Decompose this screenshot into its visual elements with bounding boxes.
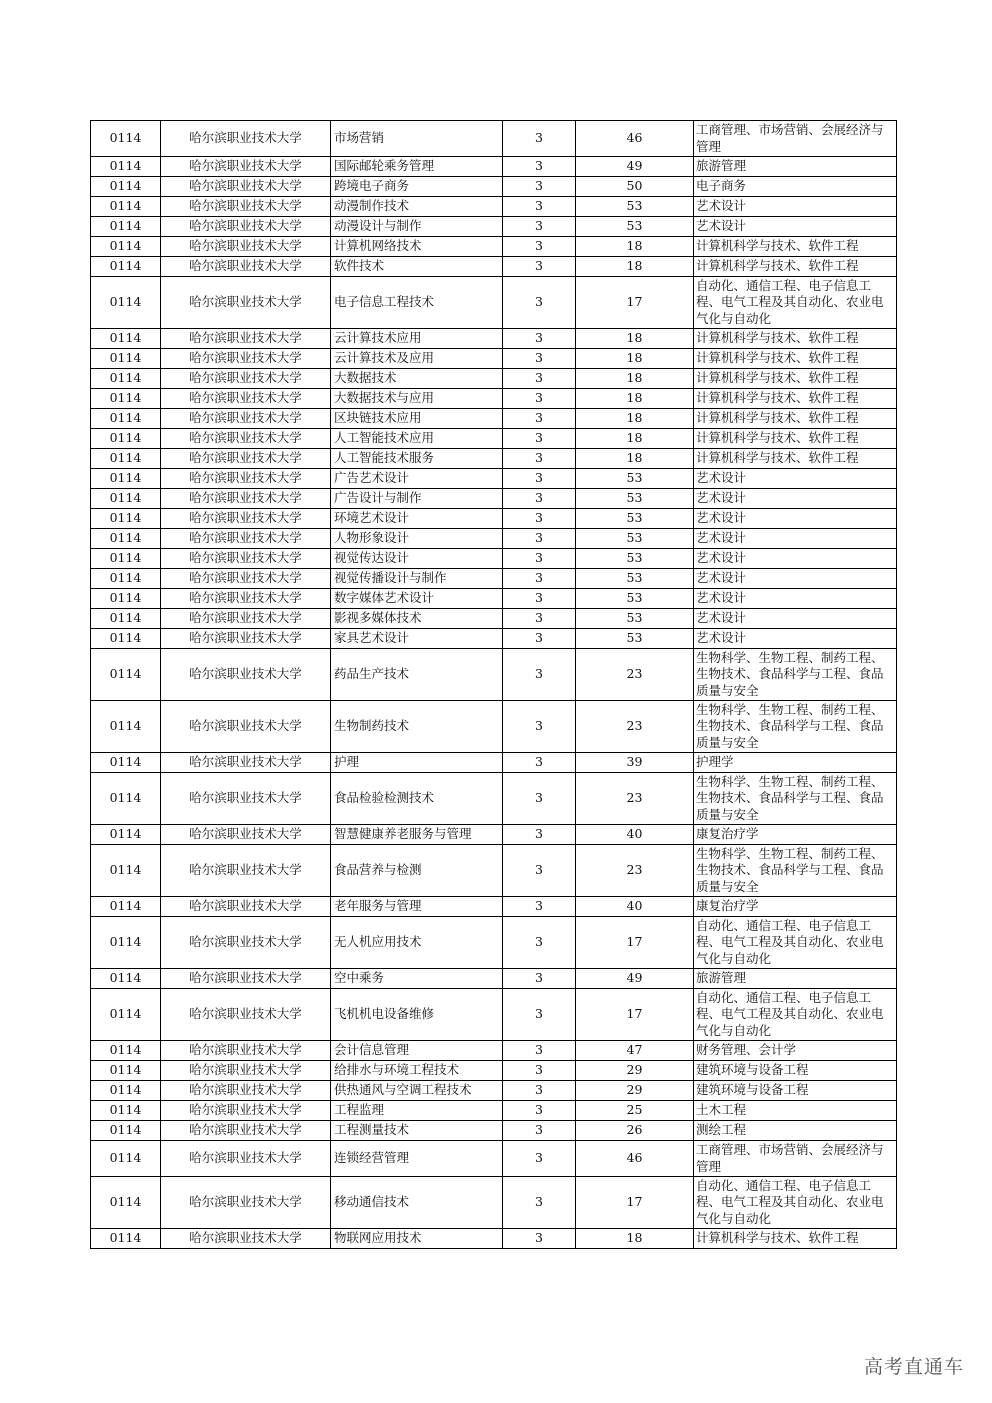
school-name-cell: 哈尔滨职业技术大学 xyxy=(161,369,331,389)
major-name-cell: 护理 xyxy=(331,753,503,773)
major-name-cell: 广告艺术设计 xyxy=(331,469,503,489)
school-code-cell: 0114 xyxy=(91,329,161,349)
years-cell: 3 xyxy=(503,629,576,649)
school-name-cell: 哈尔滨职业技术大学 xyxy=(161,237,331,257)
category-code-cell: 18 xyxy=(576,409,694,429)
school-name-cell: 哈尔滨职业技术大学 xyxy=(161,1061,331,1081)
school-name-cell: 哈尔滨职业技术大学 xyxy=(161,1121,331,1141)
matching-major-cell: 艺术设计 xyxy=(694,589,897,609)
category-code-cell: 17 xyxy=(576,989,694,1041)
years-cell: 3 xyxy=(503,237,576,257)
school-name-cell: 哈尔滨职业技术大学 xyxy=(161,177,331,197)
category-code-cell: 53 xyxy=(576,589,694,609)
watermark-text: 高考直通车 xyxy=(863,1356,964,1378)
major-name-cell: 环境艺术设计 xyxy=(331,509,503,529)
years-cell: 3 xyxy=(503,989,576,1041)
table-row xyxy=(91,917,897,969)
school-name-cell: 哈尔滨职业技术大学 xyxy=(161,917,331,969)
major-name-cell: 视觉传播设计与制作 xyxy=(331,569,503,589)
matching-major-cell: 艺术设计 xyxy=(694,549,897,569)
school-name-cell: 哈尔滨职业技术大学 xyxy=(161,349,331,369)
matching-major-cell: 计算机科学与技术、软件工程 xyxy=(694,369,897,389)
matching-major-cell: 土木工程 xyxy=(694,1101,897,1121)
category-code-cell: 25 xyxy=(576,1101,694,1121)
major-name-cell: 老年服务与管理 xyxy=(331,897,503,917)
major-name-cell: 云计算技术应用 xyxy=(331,329,503,349)
category-code-cell: 53 xyxy=(576,609,694,629)
category-code-cell: 17 xyxy=(576,277,694,329)
years-cell: 3 xyxy=(503,157,576,177)
school-name-cell: 哈尔滨职业技术大学 xyxy=(161,589,331,609)
major-name-cell: 软件技术 xyxy=(331,257,503,277)
table-row xyxy=(91,409,897,429)
years-cell: 3 xyxy=(503,197,576,217)
table-row xyxy=(91,845,897,897)
years-cell: 3 xyxy=(503,825,576,845)
school-name-cell: 哈尔滨职业技术大学 xyxy=(161,1229,331,1249)
matching-major-cell: 计算机科学与技术、软件工程 xyxy=(694,329,897,349)
table-row xyxy=(91,1141,897,1177)
table-row xyxy=(91,257,897,277)
major-name-cell: 动漫制作技术 xyxy=(331,197,503,217)
years-cell: 3 xyxy=(503,753,576,773)
major-name-cell: 数字媒体艺术设计 xyxy=(331,589,503,609)
matching-major-cell: 旅游管理 xyxy=(694,157,897,177)
school-name-cell: 哈尔滨职业技术大学 xyxy=(161,549,331,569)
school-code-cell: 0114 xyxy=(91,1061,161,1081)
table-row xyxy=(91,369,897,389)
school-name-cell: 哈尔滨职业技术大学 xyxy=(161,701,331,753)
category-code-cell: 18 xyxy=(576,389,694,409)
table-row xyxy=(91,989,897,1041)
matching-major-cell: 艺术设计 xyxy=(694,609,897,629)
major-name-cell: 跨境电子商务 xyxy=(331,177,503,197)
school-code-cell: 0114 xyxy=(91,1229,161,1249)
major-name-cell: 食品检验检测技术 xyxy=(331,773,503,825)
major-name-cell: 人物形象设计 xyxy=(331,529,503,549)
years-cell: 3 xyxy=(503,409,576,429)
years-cell: 3 xyxy=(503,1041,576,1061)
years-cell: 3 xyxy=(503,389,576,409)
school-code-cell: 0114 xyxy=(91,257,161,277)
school-code-cell: 0114 xyxy=(91,177,161,197)
school-name-cell: 哈尔滨职业技术大学 xyxy=(161,449,331,469)
table-row xyxy=(91,429,897,449)
table-row xyxy=(91,157,897,177)
matching-major-cell: 生物科学、生物工程、制药工程、生物技术、食品科学与工程、食品质量与安全 xyxy=(694,701,897,753)
matching-major-cell: 计算机科学与技术、软件工程 xyxy=(694,257,897,277)
table-row xyxy=(91,277,897,329)
school-code-cell: 0114 xyxy=(91,701,161,753)
table-row xyxy=(91,329,897,349)
school-name-cell: 哈尔滨职业技术大学 xyxy=(161,1177,331,1229)
matching-major-cell: 计算机科学与技术、软件工程 xyxy=(694,1229,897,1249)
matching-major-cell: 计算机科学与技术、软件工程 xyxy=(694,449,897,469)
major-name-cell: 国际邮轮乘务管理 xyxy=(331,157,503,177)
school-code-cell: 0114 xyxy=(91,825,161,845)
school-code-cell: 0114 xyxy=(91,197,161,217)
school-code-cell: 0114 xyxy=(91,157,161,177)
years-cell: 3 xyxy=(503,845,576,897)
school-name-cell: 哈尔滨职业技术大学 xyxy=(161,469,331,489)
school-name-cell: 哈尔滨职业技术大学 xyxy=(161,157,331,177)
school-code-cell: 0114 xyxy=(91,773,161,825)
category-code-cell: 18 xyxy=(576,429,694,449)
major-name-cell: 电子信息工程技术 xyxy=(331,277,503,329)
matching-major-cell: 建筑环境与设备工程 xyxy=(694,1081,897,1101)
school-code-cell: 0114 xyxy=(91,217,161,237)
matching-major-cell: 计算机科学与技术、软件工程 xyxy=(694,409,897,429)
years-cell: 3 xyxy=(503,701,576,753)
matching-major-cell: 财务管理、会计学 xyxy=(694,1041,897,1061)
years-cell: 3 xyxy=(503,1101,576,1121)
matching-major-cell: 生物科学、生物工程、制药工程、生物技术、食品科学与工程、食品质量与安全 xyxy=(694,773,897,825)
school-code-cell: 0114 xyxy=(91,237,161,257)
matching-major-cell: 护理学 xyxy=(694,753,897,773)
major-name-cell: 市场营销 xyxy=(331,121,503,157)
table-row xyxy=(91,1121,897,1141)
school-code-cell: 0114 xyxy=(91,1041,161,1061)
category-code-cell: 18 xyxy=(576,369,694,389)
years-cell: 3 xyxy=(503,1081,576,1101)
category-code-cell: 17 xyxy=(576,1177,694,1229)
table-row xyxy=(91,825,897,845)
matching-major-cell: 艺术设计 xyxy=(694,509,897,529)
table-row xyxy=(91,121,897,157)
table-row xyxy=(91,549,897,569)
category-code-cell: 49 xyxy=(576,157,694,177)
matching-major-cell: 建筑环境与设备工程 xyxy=(694,1061,897,1081)
school-code-cell: 0114 xyxy=(91,897,161,917)
years-cell: 3 xyxy=(503,1121,576,1141)
major-name-cell: 会计信息管理 xyxy=(331,1041,503,1061)
school-name-cell: 哈尔滨职业技术大学 xyxy=(161,257,331,277)
category-code-cell: 18 xyxy=(576,1229,694,1249)
years-cell: 3 xyxy=(503,257,576,277)
matching-major-cell: 自动化、通信工程、电子信息工程、电气工程及其自动化、农业电气化与自动化 xyxy=(694,989,897,1041)
school-name-cell: 哈尔滨职业技术大学 xyxy=(161,649,331,701)
years-cell: 3 xyxy=(503,489,576,509)
major-name-cell: 飞机机电设备维修 xyxy=(331,989,503,1041)
major-name-cell: 云计算技术及应用 xyxy=(331,349,503,369)
school-code-cell: 0114 xyxy=(91,1121,161,1141)
school-name-cell: 哈尔滨职业技术大学 xyxy=(161,277,331,329)
school-code-cell: 0114 xyxy=(91,569,161,589)
years-cell: 3 xyxy=(503,897,576,917)
category-code-cell: 53 xyxy=(576,529,694,549)
major-name-cell: 动漫设计与制作 xyxy=(331,217,503,237)
major-name-cell: 供热通风与空调工程技术 xyxy=(331,1081,503,1101)
years-cell: 3 xyxy=(503,349,576,369)
matching-major-cell: 艺术设计 xyxy=(694,469,897,489)
years-cell: 3 xyxy=(503,529,576,549)
table-row xyxy=(91,237,897,257)
category-code-cell: 53 xyxy=(576,549,694,569)
table-row xyxy=(91,469,897,489)
school-name-cell: 哈尔滨职业技术大学 xyxy=(161,409,331,429)
major-name-cell: 工程监理 xyxy=(331,1101,503,1121)
major-name-cell: 药品生产技术 xyxy=(331,649,503,701)
school-name-cell: 哈尔滨职业技术大学 xyxy=(161,121,331,157)
matching-major-cell: 测绘工程 xyxy=(694,1121,897,1141)
major-name-cell: 食品营养与检测 xyxy=(331,845,503,897)
major-name-cell: 生物制药技术 xyxy=(331,701,503,753)
years-cell: 3 xyxy=(503,449,576,469)
table-row xyxy=(91,1229,897,1249)
category-code-cell: 53 xyxy=(576,509,694,529)
matching-major-cell: 计算机科学与技术、软件工程 xyxy=(694,237,897,257)
matching-major-cell: 康复治疗学 xyxy=(694,897,897,917)
years-cell: 3 xyxy=(503,1177,576,1229)
years-cell: 3 xyxy=(503,329,576,349)
school-name-cell: 哈尔滨职业技术大学 xyxy=(161,389,331,409)
school-code-cell: 0114 xyxy=(91,369,161,389)
years-cell: 3 xyxy=(503,1229,576,1249)
major-name-cell: 视觉传达设计 xyxy=(331,549,503,569)
table-row xyxy=(91,509,897,529)
school-code-cell: 0114 xyxy=(91,277,161,329)
table-row xyxy=(91,1041,897,1061)
table-row xyxy=(91,1081,897,1101)
category-code-cell: 46 xyxy=(576,1141,694,1177)
school-name-cell: 哈尔滨职业技术大学 xyxy=(161,897,331,917)
matching-major-cell: 电子商务 xyxy=(694,177,897,197)
category-code-cell: 26 xyxy=(576,1121,694,1141)
table-row xyxy=(91,529,897,549)
school-name-cell: 哈尔滨职业技术大学 xyxy=(161,753,331,773)
table-row xyxy=(91,753,897,773)
school-code-cell: 0114 xyxy=(91,429,161,449)
school-name-cell: 哈尔滨职业技术大学 xyxy=(161,773,331,825)
years-cell: 3 xyxy=(503,177,576,197)
school-name-cell: 哈尔滨职业技术大学 xyxy=(161,969,331,989)
major-name-cell: 大数据技术 xyxy=(331,369,503,389)
category-code-cell: 53 xyxy=(576,469,694,489)
category-code-cell: 18 xyxy=(576,349,694,369)
table-row xyxy=(91,569,897,589)
category-code-cell: 53 xyxy=(576,217,694,237)
major-name-cell: 移动通信技术 xyxy=(331,1177,503,1229)
school-name-cell: 哈尔滨职业技术大学 xyxy=(161,609,331,629)
school-code-cell: 0114 xyxy=(91,549,161,569)
table-row xyxy=(91,389,897,409)
years-cell: 3 xyxy=(503,773,576,825)
school-name-cell: 哈尔滨职业技术大学 xyxy=(161,1101,331,1121)
school-code-cell: 0114 xyxy=(91,649,161,701)
years-cell: 3 xyxy=(503,609,576,629)
major-name-cell: 计算机网络技术 xyxy=(331,237,503,257)
school-code-cell: 0114 xyxy=(91,629,161,649)
major-name-cell: 智慧健康养老服务与管理 xyxy=(331,825,503,845)
major-name-cell: 家具艺术设计 xyxy=(331,629,503,649)
table-row xyxy=(91,1101,897,1121)
school-name-cell: 哈尔滨职业技术大学 xyxy=(161,629,331,649)
years-cell: 3 xyxy=(503,469,576,489)
school-name-cell: 哈尔滨职业技术大学 xyxy=(161,1041,331,1061)
school-code-cell: 0114 xyxy=(91,589,161,609)
major-name-cell: 大数据技术与应用 xyxy=(331,389,503,409)
category-code-cell: 17 xyxy=(576,917,694,969)
school-code-cell: 0114 xyxy=(91,1141,161,1177)
category-code-cell: 29 xyxy=(576,1081,694,1101)
years-cell: 3 xyxy=(503,121,576,157)
school-code-cell: 0114 xyxy=(91,917,161,969)
category-code-cell: 40 xyxy=(576,897,694,917)
matching-major-cell: 艺术设计 xyxy=(694,217,897,237)
major-name-cell: 区块链技术应用 xyxy=(331,409,503,429)
category-code-cell: 23 xyxy=(576,701,694,753)
school-name-cell: 哈尔滨职业技术大学 xyxy=(161,989,331,1041)
years-cell: 3 xyxy=(503,1061,576,1081)
school-name-cell: 哈尔滨职业技术大学 xyxy=(161,569,331,589)
school-code-cell: 0114 xyxy=(91,609,161,629)
table-row xyxy=(91,649,897,701)
major-name-cell: 无人机应用技术 xyxy=(331,917,503,969)
table-row xyxy=(91,197,897,217)
school-name-cell: 哈尔滨职业技术大学 xyxy=(161,217,331,237)
matching-major-cell: 生物科学、生物工程、制药工程、生物技术、食品科学与工程、食品质量与安全 xyxy=(694,649,897,701)
matching-major-cell: 艺术设计 xyxy=(694,197,897,217)
category-code-cell: 40 xyxy=(576,825,694,845)
matching-major-cell: 艺术设计 xyxy=(694,569,897,589)
category-code-cell: 49 xyxy=(576,969,694,989)
category-code-cell: 53 xyxy=(576,629,694,649)
category-code-cell: 18 xyxy=(576,449,694,469)
school-name-cell: 哈尔滨职业技术大学 xyxy=(161,197,331,217)
years-cell: 3 xyxy=(503,217,576,237)
table-row xyxy=(91,773,897,825)
school-name-cell: 哈尔滨职业技术大学 xyxy=(161,1081,331,1101)
years-cell: 3 xyxy=(503,649,576,701)
matching-major-cell: 计算机科学与技术、软件工程 xyxy=(694,389,897,409)
major-mapping-table xyxy=(90,120,897,1249)
category-code-cell: 46 xyxy=(576,121,694,157)
matching-major-cell: 计算机科学与技术、软件工程 xyxy=(694,429,897,449)
years-cell: 3 xyxy=(503,589,576,609)
category-code-cell: 29 xyxy=(576,1061,694,1081)
years-cell: 3 xyxy=(503,569,576,589)
category-code-cell: 53 xyxy=(576,569,694,589)
category-code-cell: 53 xyxy=(576,489,694,509)
years-cell: 3 xyxy=(503,1141,576,1177)
major-name-cell: 广告设计与制作 xyxy=(331,489,503,509)
table-row xyxy=(91,589,897,609)
matching-major-cell: 艺术设计 xyxy=(694,629,897,649)
table-row xyxy=(91,969,897,989)
matching-major-cell: 工商管理、市场营销、会展经济与管理 xyxy=(694,1141,897,1177)
years-cell: 3 xyxy=(503,917,576,969)
matching-major-cell: 计算机科学与技术、软件工程 xyxy=(694,349,897,369)
major-name-cell: 影视多媒体技术 xyxy=(331,609,503,629)
years-cell: 3 xyxy=(503,277,576,329)
school-code-cell: 0114 xyxy=(91,1081,161,1101)
table-row xyxy=(91,217,897,237)
years-cell: 3 xyxy=(503,549,576,569)
category-code-cell: 39 xyxy=(576,753,694,773)
category-code-cell: 53 xyxy=(576,197,694,217)
matching-major-cell: 自动化、通信工程、电子信息工程、电气工程及其自动化、农业电气化与自动化 xyxy=(694,1177,897,1229)
school-code-cell: 0114 xyxy=(91,509,161,529)
school-code-cell: 0114 xyxy=(91,529,161,549)
school-name-cell: 哈尔滨职业技术大学 xyxy=(161,329,331,349)
table-row xyxy=(91,701,897,753)
matching-major-cell: 自动化、通信工程、电子信息工程、电气工程及其自动化、农业电气化与自动化 xyxy=(694,277,897,329)
school-code-cell: 0114 xyxy=(91,469,161,489)
school-code-cell: 0114 xyxy=(91,121,161,157)
table-row xyxy=(91,897,897,917)
major-name-cell: 空中乘务 xyxy=(331,969,503,989)
school-code-cell: 0114 xyxy=(91,1101,161,1121)
category-code-cell: 18 xyxy=(576,237,694,257)
school-name-cell: 哈尔滨职业技术大学 xyxy=(161,529,331,549)
table-row xyxy=(91,1177,897,1229)
category-code-cell: 23 xyxy=(576,773,694,825)
years-cell: 3 xyxy=(503,429,576,449)
category-code-cell: 18 xyxy=(576,329,694,349)
major-name-cell: 连锁经营管理 xyxy=(331,1141,503,1177)
table-row xyxy=(91,609,897,629)
table-row xyxy=(91,1061,897,1081)
table-body xyxy=(91,121,897,1249)
school-code-cell: 0114 xyxy=(91,409,161,429)
table-row xyxy=(91,489,897,509)
school-code-cell: 0114 xyxy=(91,845,161,897)
major-name-cell: 工程测量技术 xyxy=(331,1121,503,1141)
school-code-cell: 0114 xyxy=(91,449,161,469)
matching-major-cell: 自动化、通信工程、电子信息工程、电气工程及其自动化、农业电气化与自动化 xyxy=(694,917,897,969)
table-row xyxy=(91,629,897,649)
school-name-cell: 哈尔滨职业技术大学 xyxy=(161,1141,331,1177)
major-name-cell: 人工智能技术服务 xyxy=(331,449,503,469)
category-code-cell: 18 xyxy=(576,257,694,277)
matching-major-cell: 艺术设计 xyxy=(694,489,897,509)
school-name-cell: 哈尔滨职业技术大学 xyxy=(161,845,331,897)
matching-major-cell: 艺术设计 xyxy=(694,529,897,549)
major-name-cell: 给排水与环境工程技术 xyxy=(331,1061,503,1081)
major-name-cell: 物联网应用技术 xyxy=(331,1229,503,1249)
years-cell: 3 xyxy=(503,369,576,389)
matching-major-cell: 康复治疗学 xyxy=(694,825,897,845)
school-code-cell: 0114 xyxy=(91,989,161,1041)
major-name-cell: 人工智能技术应用 xyxy=(331,429,503,449)
school-name-cell: 哈尔滨职业技术大学 xyxy=(161,429,331,449)
table-row xyxy=(91,449,897,469)
category-code-cell: 50 xyxy=(576,177,694,197)
table-row xyxy=(91,349,897,369)
school-name-cell: 哈尔滨职业技术大学 xyxy=(161,825,331,845)
school-name-cell: 哈尔滨职业技术大学 xyxy=(161,489,331,509)
school-name-cell: 哈尔滨职业技术大学 xyxy=(161,509,331,529)
category-code-cell: 47 xyxy=(576,1041,694,1061)
matching-major-cell: 工商管理、市场营销、会展经济与管理 xyxy=(694,121,897,157)
school-code-cell: 0114 xyxy=(91,389,161,409)
table-row xyxy=(91,177,897,197)
school-code-cell: 0114 xyxy=(91,489,161,509)
school-code-cell: 0114 xyxy=(91,969,161,989)
years-cell: 3 xyxy=(503,969,576,989)
school-code-cell: 0114 xyxy=(91,753,161,773)
school-code-cell: 0114 xyxy=(91,349,161,369)
years-cell: 3 xyxy=(503,509,576,529)
school-code-cell: 0114 xyxy=(91,1177,161,1229)
matching-major-cell: 旅游管理 xyxy=(694,969,897,989)
category-code-cell: 23 xyxy=(576,649,694,701)
matching-major-cell: 生物科学、生物工程、制药工程、生物技术、食品科学与工程、食品质量与安全 xyxy=(694,845,897,897)
category-code-cell: 23 xyxy=(576,845,694,897)
